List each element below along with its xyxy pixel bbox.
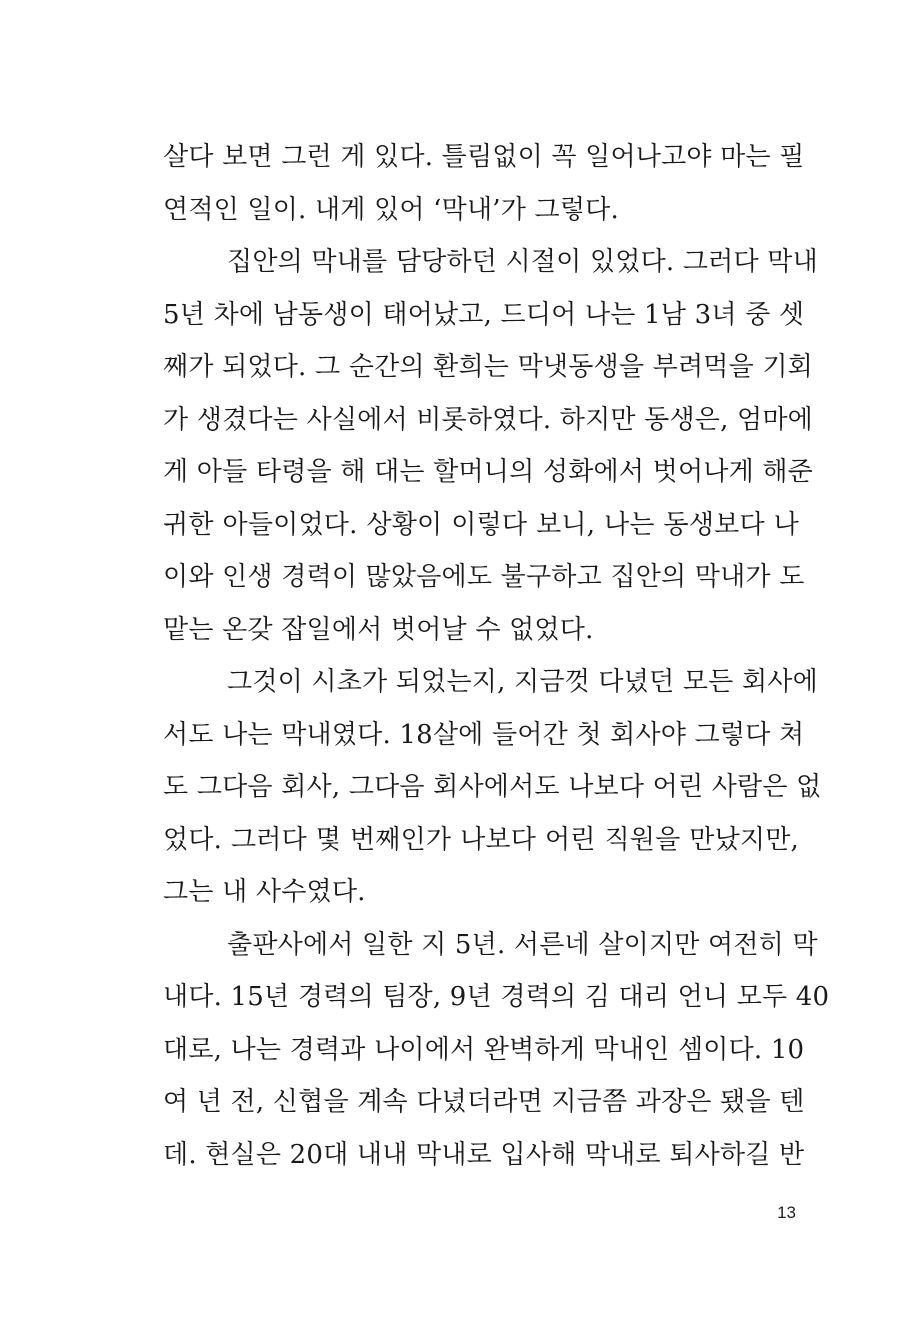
text-line: 그는 내 사수였다.: [163, 877, 366, 907]
text-line: 맡는 온갖 잡일에서 벗어날 수 없었다.: [163, 614, 594, 645]
text-line: 째가 되었다. 그 순간의 환희는 막냇동생을 부려먹을 기회: [163, 352, 813, 382]
text-line: 데. 현실은 20대 내내 막내로 입사해 막내로 퇴사하길 반: [163, 1139, 805, 1170]
text-line: 귀한 아들이었다. 상황이 이렇다 보니, 나는 동생보다 나: [163, 509, 799, 540]
text-line: 도 그다음 회사, 그다음 회사에서도 나보다 어린 사람은 없: [163, 772, 822, 802]
text-line: 그것이 시초가 되었는지, 지금껏 다녔던 모든 회사에: [227, 667, 818, 697]
text-line: 가 생겼다는 사실에서 비롯하였다. 하지만 동생은, 엄마에: [163, 404, 813, 435]
paragraph-2: [163, 236, 818, 656]
paragraph-3: [163, 656, 822, 919]
text-line: 내다. 15년 경력의 팀장, 9년 경력의 김 대리 언니 모두 40: [163, 982, 830, 1012]
text-line: 게 아들 타령을 해 대는 할머니의 성화에서 벗어나게 해준: [163, 457, 813, 487]
text-line: 살다 보면 그런 게 있다. 틀림없이 꼭 일어나고야 마는 필: [163, 142, 805, 172]
text-line: 대로, 나는 경력과 나이에서 완벽하게 막내인 셈이다. 10: [163, 1034, 805, 1065]
text-line: 5년 차에 남동생이 태어났고, 드디어 나는 1남 3녀 중 셋: [163, 299, 805, 330]
page-number: 13: [777, 1203, 796, 1222]
paragraph-1: [163, 131, 805, 236]
body-text: [163, 131, 830, 1181]
paragraph-4: [163, 919, 830, 1182]
text-line: 었다. 그러다 몇 번째인가 나보다 어린 직원을 만났지만,: [163, 824, 799, 855]
text-line: 연적인 일이. 내게 있어 ‘막내’가 그렇다.: [163, 194, 619, 225]
text-line: 출판사에서 일한 지 5년. 서른네 살이지만 여전히 막: [227, 929, 818, 960]
text-line: 서도 나는 막내였다. 18살에 들어간 첫 회사야 그렇다 쳐: [163, 719, 805, 750]
text-line: 집안의 막내를 담당하던 시절이 있었다. 그러다 막내: [227, 247, 818, 277]
text-line: 여 년 전, 신협을 계속 다녔더라면 지금쯤 과장은 됐을 텐: [163, 1087, 805, 1117]
text-line: 이와 인생 경력이 많았음에도 불구하고 집안의 막내가 도: [163, 562, 805, 592]
